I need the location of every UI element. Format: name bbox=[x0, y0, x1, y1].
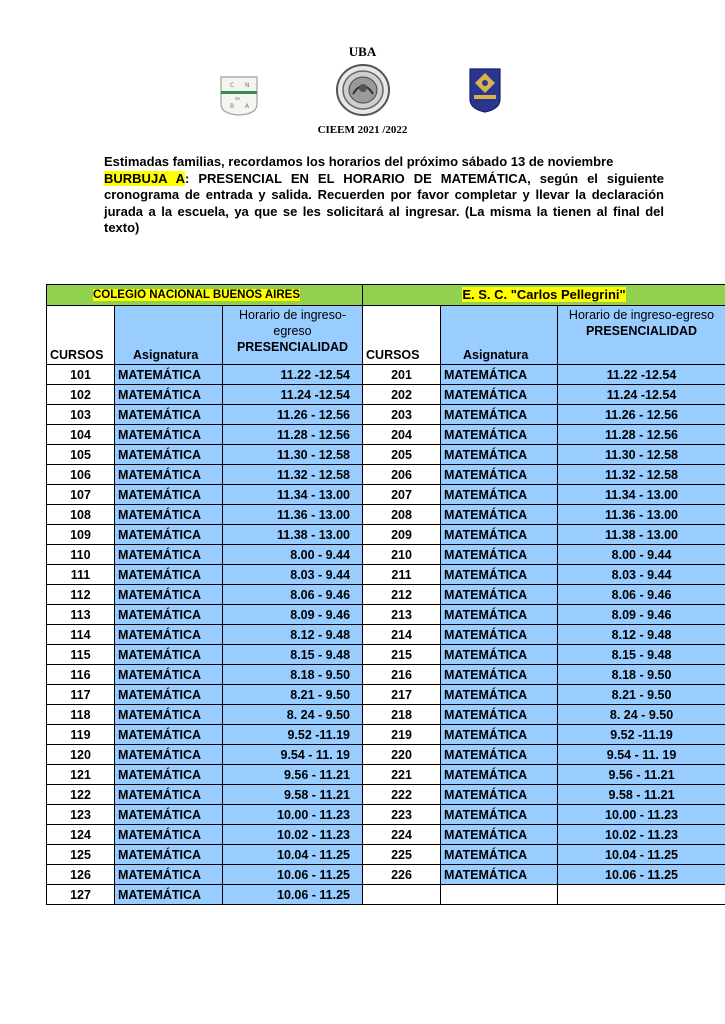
subject-right: MATEMÁTICA bbox=[441, 865, 558, 885]
schedule-time-right: 11.36 - 13.00 bbox=[558, 505, 725, 525]
schedule-time-left: 8.18 - 9.50 bbox=[223, 665, 363, 685]
subject-left: MATEMÁTICA bbox=[115, 365, 223, 385]
subject-right: MATEMÁTICA bbox=[441, 825, 558, 845]
table-row bbox=[47, 545, 725, 565]
subject-left: MATEMÁTICA bbox=[115, 465, 223, 485]
schedule-time-right: 11.24 -12.54 bbox=[558, 385, 725, 405]
course-number-right: 217 bbox=[363, 685, 441, 705]
subject-left: MATEMÁTICA bbox=[115, 525, 223, 545]
subject-right: MATEMÁTICA bbox=[441, 765, 558, 785]
table-row bbox=[47, 605, 725, 625]
course-number-right: 213 bbox=[363, 605, 441, 625]
course-number-left: 101 bbox=[47, 365, 115, 385]
uba-seal-logo bbox=[335, 64, 391, 116]
subject-right: MATEMÁTICA bbox=[441, 365, 558, 385]
course-number-left: 120 bbox=[47, 745, 115, 765]
schedule-time-left: 8.21 - 9.50 bbox=[223, 685, 363, 705]
course-number-left: 125 bbox=[47, 845, 115, 865]
subject-left: MATEMÁTICA bbox=[115, 665, 223, 685]
course-number-right: 206 bbox=[363, 465, 441, 485]
table-row bbox=[47, 645, 725, 665]
schedule-time-left: 11.32 - 12.58 bbox=[223, 465, 363, 485]
course-number-left: 106 bbox=[47, 465, 115, 485]
schedule-time-right: 8. 24 - 9.50 bbox=[558, 705, 725, 725]
schedule-time-right bbox=[558, 885, 725, 905]
table-row bbox=[47, 885, 725, 905]
table-row bbox=[47, 865, 725, 885]
schedule-time-right: 8.06 - 9.46 bbox=[558, 585, 725, 605]
course-number-right: 224 bbox=[363, 825, 441, 845]
course-number-left: 113 bbox=[47, 605, 115, 625]
course-number-right: 211 bbox=[363, 565, 441, 585]
schedule-table bbox=[46, 284, 725, 905]
course-number-left: 115 bbox=[47, 645, 115, 665]
table-row bbox=[47, 625, 725, 645]
table-row bbox=[47, 685, 725, 705]
right-school-title: E. S. C. "Carlos Pellegrini" bbox=[363, 285, 725, 306]
table-row bbox=[47, 445, 725, 465]
schedule-time-right: 11.38 - 13.00 bbox=[558, 525, 725, 545]
subject-right: MATEMÁTICA bbox=[441, 645, 558, 665]
subject-right: MATEMÁTICA bbox=[441, 685, 558, 705]
subject-right: MATEMÁTICA bbox=[441, 665, 558, 685]
subject-right: MATEMÁTICA bbox=[441, 405, 558, 425]
course-number-left: 112 bbox=[47, 585, 115, 605]
schedule-time-left: 10.02 - 11.23 bbox=[223, 825, 363, 845]
course-number-left: 104 bbox=[47, 425, 115, 445]
subject-left: MATEMÁTICA bbox=[115, 485, 223, 505]
schedule-time-left: 9.54 - 11. 19 bbox=[223, 745, 363, 765]
course-number-right: 207 bbox=[363, 485, 441, 505]
subject-left: MATEMÁTICA bbox=[115, 445, 223, 465]
course-number-left: 117 bbox=[47, 685, 115, 705]
course-number-left: 110 bbox=[47, 545, 115, 565]
header-horario-left: Horario de ingreso-egreso PRESENCIALIDAD bbox=[223, 306, 363, 365]
course-number-right bbox=[363, 885, 441, 905]
course-number-left: 121 bbox=[47, 765, 115, 785]
subject-left: MATEMÁTICA bbox=[115, 405, 223, 425]
cnba-letter-n: N bbox=[245, 82, 250, 89]
course-number-left: 111 bbox=[47, 565, 115, 585]
table-row bbox=[47, 845, 725, 865]
course-number-left: 127 bbox=[47, 885, 115, 905]
course-number-right: 222 bbox=[363, 785, 441, 805]
course-number-left: 122 bbox=[47, 785, 115, 805]
schedule-time-left: 11.24 -12.54 bbox=[223, 385, 363, 405]
table-row bbox=[47, 805, 725, 825]
course-number-left: 102 bbox=[47, 385, 115, 405]
schedule-time-right: 10.00 - 11.23 bbox=[558, 805, 725, 825]
subject-left: MATEMÁTICA bbox=[115, 505, 223, 525]
header-cursos-right: CURSOS bbox=[363, 306, 441, 365]
table-row bbox=[47, 465, 725, 485]
schedule-time-right: 8.21 - 9.50 bbox=[558, 685, 725, 705]
table-row bbox=[47, 385, 725, 405]
course-number-right: 214 bbox=[363, 625, 441, 645]
subject-left: MATEMÁTICA bbox=[115, 425, 223, 445]
subject-left: MATEMÁTICA bbox=[115, 545, 223, 565]
course-number-left: 116 bbox=[47, 665, 115, 685]
subject-left: MATEMÁTICA bbox=[115, 805, 223, 825]
course-number-right: 215 bbox=[363, 645, 441, 665]
table-row bbox=[47, 725, 725, 745]
course-number-right: 219 bbox=[363, 725, 441, 745]
table-row bbox=[47, 365, 725, 385]
course-number-left: 108 bbox=[47, 505, 115, 525]
schedule-time-left: 8.06 - 9.46 bbox=[223, 585, 363, 605]
esc-pellegrini-logo bbox=[468, 67, 502, 113]
table-row bbox=[47, 525, 725, 545]
course-number-left: 109 bbox=[47, 525, 115, 545]
subject-right: MATEMÁTICA bbox=[441, 505, 558, 525]
subject-left: MATEMÁTICA bbox=[115, 785, 223, 805]
subject-right: MATEMÁTICA bbox=[441, 625, 558, 645]
table-row bbox=[47, 505, 725, 525]
subject-left: MATEMÁTICA bbox=[115, 605, 223, 625]
subject-left: MATEMÁTICA bbox=[115, 565, 223, 585]
subject-right: MATEMÁTICA bbox=[441, 605, 558, 625]
subject-left: MATEMÁTICA bbox=[115, 625, 223, 645]
course-number-right: 220 bbox=[363, 745, 441, 765]
schedule-time-right: 8.03 - 9.44 bbox=[558, 565, 725, 585]
header-asignatura-right: Asignatura bbox=[441, 306, 558, 365]
schedule-time-left: 10.04 - 11.25 bbox=[223, 845, 363, 865]
course-number-right: 203 bbox=[363, 405, 441, 425]
course-number-left: 126 bbox=[47, 865, 115, 885]
subject-left: MATEMÁTICA bbox=[115, 865, 223, 885]
course-number-right: 221 bbox=[363, 765, 441, 785]
intro-body-text: : PRESENCIAL EN EL HORARIO DE MATEMÁTICA, según el siguiente cronograma de entrada y salida. Recuerden por favor completar y llevar la declaración jurada a la escuela, ya que se les solicitará al ingresar. (La misma la tienen al final del texto) bbox=[104, 170, 664, 235]
course-number-left: 114 bbox=[47, 625, 115, 645]
cnba-logo bbox=[218, 74, 260, 116]
subject-left: MATEMÁTICA bbox=[115, 705, 223, 725]
schedule-time-left: 11.30 - 12.58 bbox=[223, 445, 363, 465]
subject-left: MATEMÁTICA bbox=[115, 845, 223, 865]
course-number-right: 225 bbox=[363, 845, 441, 865]
course-number-right: 216 bbox=[363, 665, 441, 685]
header-horario-right: Horario de ingreso-egreso PRESENCIALIDAD bbox=[558, 306, 725, 365]
schedule-time-right: 8.15 - 9.48 bbox=[558, 645, 725, 665]
cnba-letter-a: A bbox=[245, 103, 250, 110]
subject-right: MATEMÁTICA bbox=[441, 565, 558, 585]
burbuja-label: BURBUJA A bbox=[104, 170, 185, 186]
subject-right: MATEMÁTICA bbox=[441, 725, 558, 745]
course-number-right: 210 bbox=[363, 545, 441, 565]
course-number-left: 118 bbox=[47, 705, 115, 725]
schedule-time-left: 11.22 -12.54 bbox=[223, 365, 363, 385]
course-number-left: 103 bbox=[47, 405, 115, 425]
schedule-time-left: 10.06 - 11.25 bbox=[223, 865, 363, 885]
cnba-letter-b: B bbox=[230, 103, 235, 110]
course-number-left: 124 bbox=[47, 825, 115, 845]
course-number-right: 209 bbox=[363, 525, 441, 545]
subject-right: MATEMÁTICA bbox=[441, 745, 558, 765]
schedule-time-left: 9.58 - 11.21 bbox=[223, 785, 363, 805]
course-number-left: 119 bbox=[47, 725, 115, 745]
course-number-right: 218 bbox=[363, 705, 441, 725]
schedule-time-left: 11.38 - 13.00 bbox=[223, 525, 363, 545]
schedule-time-left: 8.12 - 9.48 bbox=[223, 625, 363, 645]
table-row bbox=[47, 425, 725, 445]
schedule-time-right: 11.30 - 12.58 bbox=[558, 445, 725, 465]
subject-left: MATEMÁTICA bbox=[115, 645, 223, 665]
schedule-time-right: 10.04 - 11.25 bbox=[558, 845, 725, 865]
schedule-time-right: 9.54 - 11. 19 bbox=[558, 745, 725, 765]
table-row bbox=[47, 825, 725, 845]
schedule-time-right: 8.00 - 9.44 bbox=[558, 545, 725, 565]
header-asignatura-left: Asignatura bbox=[115, 306, 223, 365]
subject-left: MATEMÁTICA bbox=[115, 885, 223, 905]
schedule-time-right: 9.58 - 11.21 bbox=[558, 785, 725, 805]
schedule-time-right: 9.56 - 11.21 bbox=[558, 765, 725, 785]
subject-left: MATEMÁTICA bbox=[115, 725, 223, 745]
subject-right: MATEMÁTICA bbox=[441, 785, 558, 805]
schedule-time-left: 11.26 - 12.56 bbox=[223, 405, 363, 425]
subject-left: MATEMÁTICA bbox=[115, 745, 223, 765]
left-school-title: COLEGIO NACIONAL BUENOS AIRES bbox=[47, 285, 363, 306]
subject-left: MATEMÁTICA bbox=[115, 585, 223, 605]
schedule-time-left: 8.00 - 9.44 bbox=[223, 545, 363, 565]
course-number-left: 123 bbox=[47, 805, 115, 825]
course-number-right: 205 bbox=[363, 445, 441, 465]
subject-right: MATEMÁTICA bbox=[441, 425, 558, 445]
table-row bbox=[47, 565, 725, 585]
table-row bbox=[47, 705, 725, 725]
schedule-time-right: 8.12 - 9.48 bbox=[558, 625, 725, 645]
course-number-right: 201 bbox=[363, 365, 441, 385]
schedule-time-right: 8.18 - 9.50 bbox=[558, 665, 725, 685]
intro-greeting: Estimadas familias, recordamos los horarios del próximo sábado 13 de noviembre bbox=[104, 154, 614, 169]
header-cursos-left: CURSOS bbox=[47, 306, 115, 365]
subject-right: MATEMÁTICA bbox=[441, 585, 558, 605]
subject-left: MATEMÁTICA bbox=[115, 685, 223, 705]
cnba-letter-de: de bbox=[235, 96, 240, 101]
schedule-time-right: 11.32 - 12.58 bbox=[558, 465, 725, 485]
course-number-left: 107 bbox=[47, 485, 115, 505]
table-row bbox=[47, 745, 725, 765]
table-title-row bbox=[47, 285, 725, 306]
table-row bbox=[47, 405, 725, 425]
schedule-time-left: 11.36 - 13.00 bbox=[223, 505, 363, 525]
schedule-time-right: 10.02 - 11.23 bbox=[558, 825, 725, 845]
schedule-time-left: 10.06 - 11.25 bbox=[223, 885, 363, 905]
schedule-time-right: 11.22 -12.54 bbox=[558, 365, 725, 385]
subject-right: MATEMÁTICA bbox=[441, 385, 558, 405]
subject-right: MATEMÁTICA bbox=[441, 525, 558, 545]
schedule-time-left: 9.52 -11.19 bbox=[223, 725, 363, 745]
schedule-time-right: 10.06 - 11.25 bbox=[558, 865, 725, 885]
subject-right: MATEMÁTICA bbox=[441, 465, 558, 485]
subject-right: MATEMÁTICA bbox=[441, 445, 558, 465]
schedule-time-right: 9.52 -11.19 bbox=[558, 725, 725, 745]
intro-body bbox=[104, 171, 664, 237]
schedule-time-left: 11.34 - 13.00 bbox=[223, 485, 363, 505]
subject-left: MATEMÁTICA bbox=[115, 385, 223, 405]
course-number-right: 204 bbox=[363, 425, 441, 445]
schedule-time-left: 8.09 - 9.46 bbox=[223, 605, 363, 625]
cnba-letter-c: C bbox=[230, 82, 235, 89]
schedule-time-left: 11.28 - 12.56 bbox=[223, 425, 363, 445]
schedule-time-left: 10.00 - 11.23 bbox=[223, 805, 363, 825]
subject-left: MATEMÁTICA bbox=[115, 765, 223, 785]
subject-right: MATEMÁTICA bbox=[441, 485, 558, 505]
course-number-right: 202 bbox=[363, 385, 441, 405]
schedule-time-left: 8. 24 - 9.50 bbox=[223, 705, 363, 725]
table-row bbox=[47, 765, 725, 785]
subject-right: MATEMÁTICA bbox=[441, 545, 558, 565]
institution-title: UBA bbox=[348, 44, 377, 59]
table-row bbox=[47, 485, 725, 505]
table-row bbox=[47, 585, 725, 605]
schedule-time-right: 11.28 - 12.56 bbox=[558, 425, 725, 445]
schedule-time-right: 11.34 - 13.00 bbox=[558, 485, 725, 505]
cieem-subtitle: CIEEM 2021 /2022 bbox=[317, 124, 408, 136]
course-number-right: 223 bbox=[363, 805, 441, 825]
table-row bbox=[47, 665, 725, 685]
subject-right: MATEMÁTICA bbox=[441, 805, 558, 825]
subject-right: MATEMÁTICA bbox=[441, 705, 558, 725]
schedule-time-left: 8.15 - 9.48 bbox=[223, 645, 363, 665]
course-number-left: 105 bbox=[47, 445, 115, 465]
course-number-right: 226 bbox=[363, 865, 441, 885]
table-header-row bbox=[47, 306, 725, 365]
course-number-right: 212 bbox=[363, 585, 441, 605]
schedule-time-left: 8.03 - 9.44 bbox=[223, 565, 363, 585]
subject-right: MATEMÁTICA bbox=[441, 845, 558, 865]
schedule-time-right: 11.26 - 12.56 bbox=[558, 405, 725, 425]
schedule-time-right: 8.09 - 9.46 bbox=[558, 605, 725, 625]
subject-left: MATEMÁTICA bbox=[115, 825, 223, 845]
table-row bbox=[47, 785, 725, 805]
schedule-time-left: 9.56 - 11.21 bbox=[223, 765, 363, 785]
subject-right bbox=[441, 885, 558, 905]
course-number-right: 208 bbox=[363, 505, 441, 525]
intro-text bbox=[104, 154, 664, 237]
